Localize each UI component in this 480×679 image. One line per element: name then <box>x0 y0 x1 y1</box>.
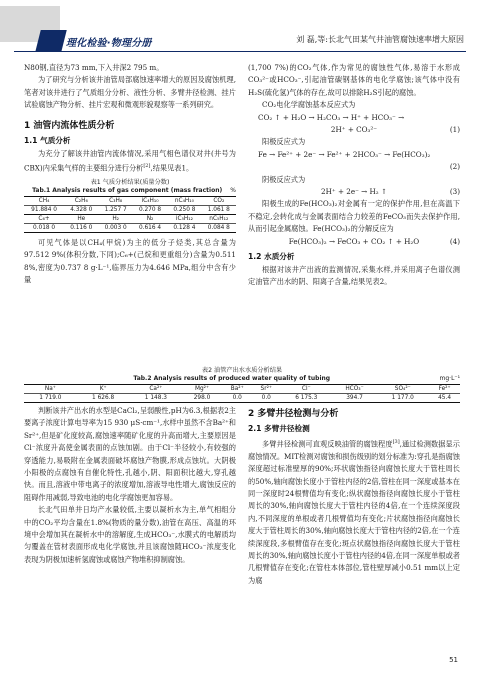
table-caption: 表1 气质分析结果(质量分数) <box>90 178 170 186</box>
table-cell: 6 175.3 <box>280 394 333 403</box>
paragraph: 多臂井径检测可直观反映油管的腐蚀程度[3],通过检测数据显示腐蚀情况。MIT检测对腐蚀和损伤级别的划分标准为:穿孔是指腐蚀深度超过标准壁厚的90%;环状腐蚀指径向腐蚀长度大于管柱周长的50%,轴向腐蚀长度小于管柱内径的2倍,管柱在同一深度或基本在同一深度时24根臂值均有变化;纵状腐蚀指径向腐蚀长度小于管柱周长的30%,轴向腐蚀长度大于管柱内径的4倍,在一个连续深度段内,不同深度的单根或者几根臂值均有变化;片状腐蚀指径向腐蚀长度大于管柱周长的30%,轴向腐蚀长度大于管柱内径的2倍,在一个连续深度段,多根臂值存在变化;斑点状腐蚀指径向腐蚀长度大于管柱周长的30%,轴向腐蚀长度小于管柱内径的4倍,在同一深度单根或者几根臂值存在变化;在管柱本体部位,管柱壁厚减小0.51 mm以上定为腐 <box>248 439 460 585</box>
left-column-lower <box>24 405 236 566</box>
table-header-cell: Ca²⁺ <box>130 385 183 394</box>
table-cell: 298.0 <box>182 394 222 403</box>
journal-logo-mark <box>35 30 66 52</box>
section-heading: 1 油管内流体性质分析 <box>24 120 115 131</box>
table-cell: 0.250 8 <box>173 206 196 213</box>
page-header <box>0 0 480 56</box>
table-cell: 1.061 8 <box>207 206 230 213</box>
table-header-cell: CO₂ <box>202 196 236 205</box>
running-title: 刘 磊,等:长北气田某气井油管腐蚀速率增大原因 <box>296 35 464 44</box>
table-caption-en: Tab.1 Analysis results of gas component (mass fraction) % <box>32 186 236 194</box>
table-header-cell: nC₅H₁₂ <box>202 214 236 223</box>
gas-table <box>24 196 236 233</box>
subsection-heading: 1.2 水质分析 <box>248 252 295 261</box>
table-header-cell: SO₄²⁻ <box>376 385 429 394</box>
equation-2-num: (2) <box>449 162 460 172</box>
journal-name: 理化检验·物理分册 <box>66 38 152 49</box>
equation-1-cont: 2H⁺ + CO₃²⁻ (1) <box>330 125 460 135</box>
table-header-cell: H₂ <box>98 214 132 223</box>
table-unit: mg·L⁻¹ <box>439 375 460 382</box>
table-header-cell: Cl⁻ <box>280 385 333 394</box>
equation-1: CO₂ ↑ + H₂O → H₂CO₃ → H⁺ + HCO₃⁻ → <box>258 112 405 122</box>
left-column <box>24 62 236 286</box>
section-heading: 2 多臂井径检测与分析 <box>248 409 339 419</box>
subsection-heading: 2.1 多臂井径检测 <box>248 424 310 433</box>
table-cell: 0.270 8 <box>138 206 162 213</box>
table-header-cell: nC₄H₁₀ <box>167 196 201 205</box>
table-header-cell: CH₄ <box>24 196 64 205</box>
table-cell: 1 626.8 <box>77 394 130 403</box>
paragraph: 判断该井产出水的水型是CaCl₂,呈弱酸性,pH为6.3,根据表2主要离子浓度计算电导率为15 930 μS·cm⁻¹,水样中虽然不含Ba²⁺和Sr²⁺,但是矿化度较高,腐蚀速率随矿化度的升高而增大,主要原因是Cl⁻浓度升高使金属表面的点蚀加剧。由于Cl⁻半径较小,有较强的穿透能力,易吸附在金属表面破坏腐蚀产物膜,形成点蚀坑。大阴极小阳极的点腐蚀有自催化特性,孔越小,阴、阳面积比越大,穿孔越快。而且,溶液中带电离子的浓度增加,溶液导电性增大,腐蚀反应的阻碍作用减弱,导致电池的电化学腐蚀更加容易。 <box>24 406 236 502</box>
right-column-lower <box>248 400 460 587</box>
table-cell: 0.116 0 <box>64 223 98 232</box>
equation-3: 2H⁺ + 2e⁻ → H₂ ↑ (3) <box>321 187 460 196</box>
table-header-cell: Sr²⁺ <box>253 385 280 394</box>
citation: [2] <box>143 163 151 170</box>
table-cell: 1 148.3 <box>130 394 183 403</box>
label-cathode: 阴极反应式为 <box>262 174 306 184</box>
table-cell: 0.084 8 <box>202 223 236 232</box>
table-cell: 0.128 4 <box>167 223 201 232</box>
table-2 <box>24 363 460 403</box>
table-header-cell: C₃H₈ <box>98 196 132 205</box>
table-caption: 表2 油管产出水水质分析结果 <box>201 367 283 374</box>
paragraph: (1,700 7%)的CO₂气体,作为常见的腐蚀性气体,易溶于水形成CO₃²⁻或HCO₃⁻,引起油管碳钢基体的电化学腐蚀;该气体中没有H₂S(硫化氢)气体的存在,故可以排除H₂S引起的腐蚀。 <box>248 63 460 97</box>
subsection-heading: 1.1 气质分析 <box>24 135 71 145</box>
table-cell: 4.328 0 <box>70 206 93 213</box>
table-header-cell: iC₅H₁₂ <box>167 214 201 223</box>
right-column <box>248 62 460 289</box>
table-unit: % <box>230 186 236 194</box>
label-anode: 阳极反应式为 <box>262 137 306 147</box>
table-cell: 0.616 4 <box>133 223 167 232</box>
equation-2: Fe → Fe²⁺ + 2e⁻ → Fe²⁺ + 2HCO₃⁻ → Fe(HCO₃)₂ <box>258 149 431 159</box>
table-header-cell: C₆+ <box>24 214 64 223</box>
citation: [3] <box>392 439 400 445</box>
table-header-cell: Ba²⁺ <box>222 385 253 394</box>
paragraph: 为了研究与分析该井油管局部腐蚀速率增大的原因及腐蚀机理,笔者对该井进行了气质组分分析、液性分析、多臂井径检测、挂片试验腐蚀产物分析、挂片宏观和微观形貌观察等一系列研究。 <box>24 75 236 110</box>
table-header-cell: K⁺ <box>77 385 130 394</box>
paragraph: 为充分了解该井油管内流体情况,采用气相色谱仪对井(井号为CBX)内采集气样的主要组分进行分析[2],结果见表1。 <box>24 148 236 173</box>
table-cell: 1.257 7 <box>104 206 127 213</box>
table-cell: 0.018 0 <box>24 223 64 232</box>
header-rule <box>14 51 466 52</box>
table-1 <box>24 177 236 233</box>
table-caption-en: Tab.2 Analysis results of produced water quality of tubing mg·L⁻¹ <box>133 375 460 382</box>
table-cell: 45.4 <box>429 394 460 403</box>
table-header-cell: Na⁺ <box>24 385 77 394</box>
table-header-cell: Fe²⁺ <box>429 385 460 394</box>
table-header-cell: HCO₃⁻ <box>333 385 377 394</box>
paragraph: 长北气田单井日均产水量较低,主要以凝析水为主,单气相组分中的CO₂平均含量在1.8%(物质的量分数),油管在高压、高温的环境中会增加其在凝析水中的溶解度,生成HCO₃⁻,水膜式的电解质均匀覆盖在管材表面形成电化学腐蚀,并且该腐蚀随HCO₃⁻浓度变化表现为阴极加速析氢腐蚀或腐蚀产物堆积抑制腐蚀。 <box>24 505 236 564</box>
table-header-cell: C₂H₆ <box>64 196 98 205</box>
table-cell: 0.0 <box>222 394 253 403</box>
page-number: 51 <box>449 656 458 664</box>
paragraph: 阳极生成的Fe(HCO₃)₂对金属有一定的保护作用,但在高温下不稳定,会转化成与金属表面结合力较差的FeCO₃而失去保护作用,从而引起金属腐蚀。Fe(HCO₃)₂的分解反应为 <box>248 199 460 234</box>
paragraph: CO₂电化学腐蚀基本反应式为 <box>262 100 356 110</box>
table-header-cell: He <box>64 214 98 223</box>
paragraph: 根据对该井产出液的监测情况,采集水样,并采用离子色谱仪测定油管产出水的阴、阳离子含量,结果见表2。 <box>248 265 460 287</box>
paragraph: 可见气体是以CH₄(甲烷)为主的低分子烃类,其总含量为97.512 9%(体积分数,下同);C₆+(己烷和更重组分)含量为0.511 8%,密度为0.737 8 g·L⁻¹,临界压力为4.646 MPa,组分中含有少量 <box>24 237 236 285</box>
table-header-cell: iC₄H₁₀ <box>133 196 167 205</box>
table-cell: 0.0 <box>253 394 280 403</box>
equation-4: Fe(HCO₃)₂ → FeCO₃ + CO₂ ↑ + H₂O (4) <box>288 236 460 246</box>
table-header-cell: N₂ <box>133 214 167 223</box>
table-cell: 1 719.0 <box>24 394 77 403</box>
paragraph: N80钢,直径为73 mm,下入井深2 795 m。 <box>24 63 164 72</box>
table-cell: 1 177.0 <box>376 394 429 403</box>
table-cell: 0.003 0 <box>98 223 132 232</box>
table-cell: 394.7 <box>333 394 377 403</box>
table-cell: 91.884 0 <box>31 206 57 213</box>
table-header-cell: Mg²⁺ <box>182 385 222 394</box>
